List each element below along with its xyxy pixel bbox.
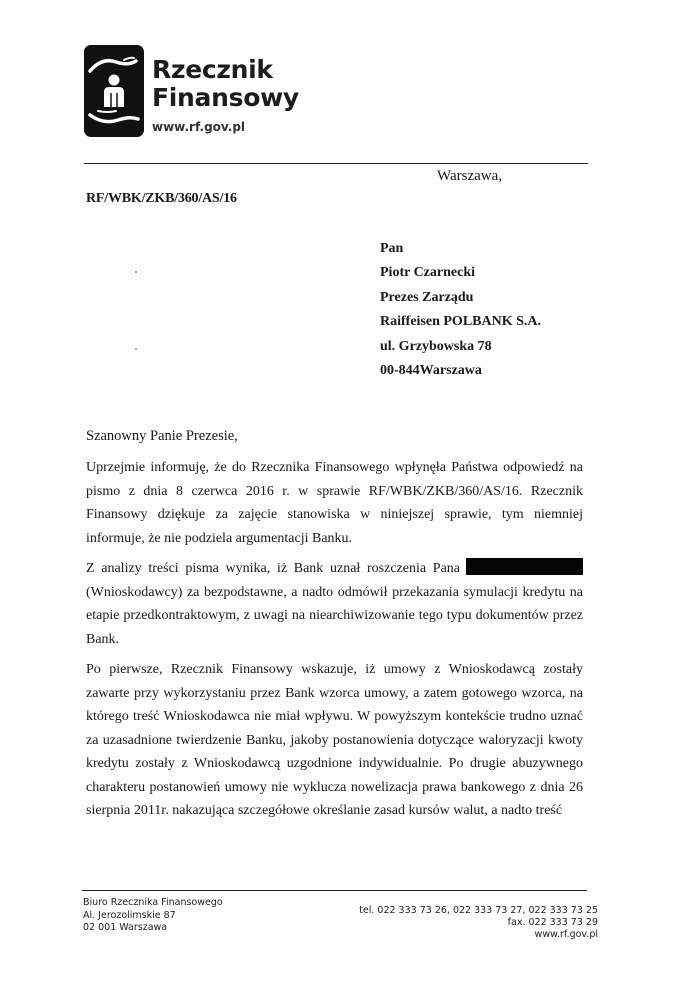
recipient-line: Prezes Zarządu xyxy=(380,289,474,305)
recipient-line: Pan xyxy=(380,241,404,256)
footer-street: Al. Jerozolimskie 87 xyxy=(83,909,176,921)
city-date: Warszawa, xyxy=(437,168,503,184)
paragraph-1: Uprzejmie informuję, że do Rzecznika Finansowego wpłynęła Państwa odpowiedź na pismo z dnia 8 czerwca 2016 r. w sprawie RF/WBK/ZKB/360/AS/16. Rzecznik Finansowy dziękuje za zajęcie stanowiska w niniejszej sprawie, tym niemniej informuje, że nie podziela argumentacji Banku. xyxy=(86,460,583,546)
footer-contact xyxy=(359,905,598,941)
recipient-line: Piotr Czarnecki xyxy=(380,265,475,281)
brand-name-line1: Rzecznik xyxy=(152,55,273,84)
scan-speck xyxy=(135,271,137,273)
footer-office-name: Biuro Rzecznika Finansowego xyxy=(83,897,223,908)
footer-website: www.rf.gov.pl xyxy=(534,929,598,940)
recipient-line: ul. Grzybowska 78 xyxy=(380,338,492,354)
header-divider xyxy=(84,163,588,164)
recipient-line: Raiffeisen POLBANK S.A. xyxy=(380,314,541,330)
brand-name-line2: Finansowy xyxy=(152,83,299,112)
brand-block xyxy=(152,56,299,134)
footer-postal: 02 001 Warszawa xyxy=(83,922,168,933)
footer-fax: fax. 022 333 73 29 xyxy=(507,917,598,928)
footer-tel: tel. 022 333 73 26, 022 333 73 27, 022 333 73 25 xyxy=(359,905,598,916)
greeting: Szanowny Panie Prezesie, xyxy=(86,428,238,444)
paragraph-2 xyxy=(86,557,583,651)
logo-emblem xyxy=(84,45,144,137)
redaction-bar xyxy=(466,558,583,575)
hands-person-icon xyxy=(84,45,144,137)
brand-website: www.rf.gov.pl xyxy=(152,120,246,134)
recipient-address xyxy=(380,240,541,386)
recipient-line: 00-844Warszawa xyxy=(380,362,482,378)
footer-divider xyxy=(82,890,587,891)
paragraph-2-end: (Wnioskodawcy) za bezpodstawne, a nadto odmówił przekazania symulacji kredytu na etapie przedkontraktowym, z uwagi na niearchiwizowanie tego typu dokumentów przez Bank. xyxy=(86,584,583,647)
paragraph-3: Po pierwsze, Rzecznik Finansowy wskazuje, iż umowy z Wnioskodawcą zostały zawarte przy wykorzystaniu przez Bank wzorca umowy, a zatem gotowego wzorca, na którego treść Wnioskodawca nie miał wpływu. W powyższym kontekście trudno uznać za uzasadnione twierdzenie Banku, jakoby postanowienia dotyczące waloryzacji kwoty kredytu zostały z Wnioskodawcą uzgodnione indywidualnie. Po drugie abuzywnego charakteru postanowień umowy nie wyklucza nowelizacja prawa bankowego z dnia 26 sierpnia 2011r. nakazująca szczegółowe określanie zasad kursów walut, a nadto treść xyxy=(86,662,583,818)
footer-address xyxy=(83,897,223,935)
scan-speck xyxy=(135,348,137,350)
paragraph-2-start: Z analizy treści pisma wynika, iż Bank uznał roszczenia Pana xyxy=(86,561,460,576)
reference-number: RF/WBK/ZKB/360/AS/16 xyxy=(86,191,237,206)
